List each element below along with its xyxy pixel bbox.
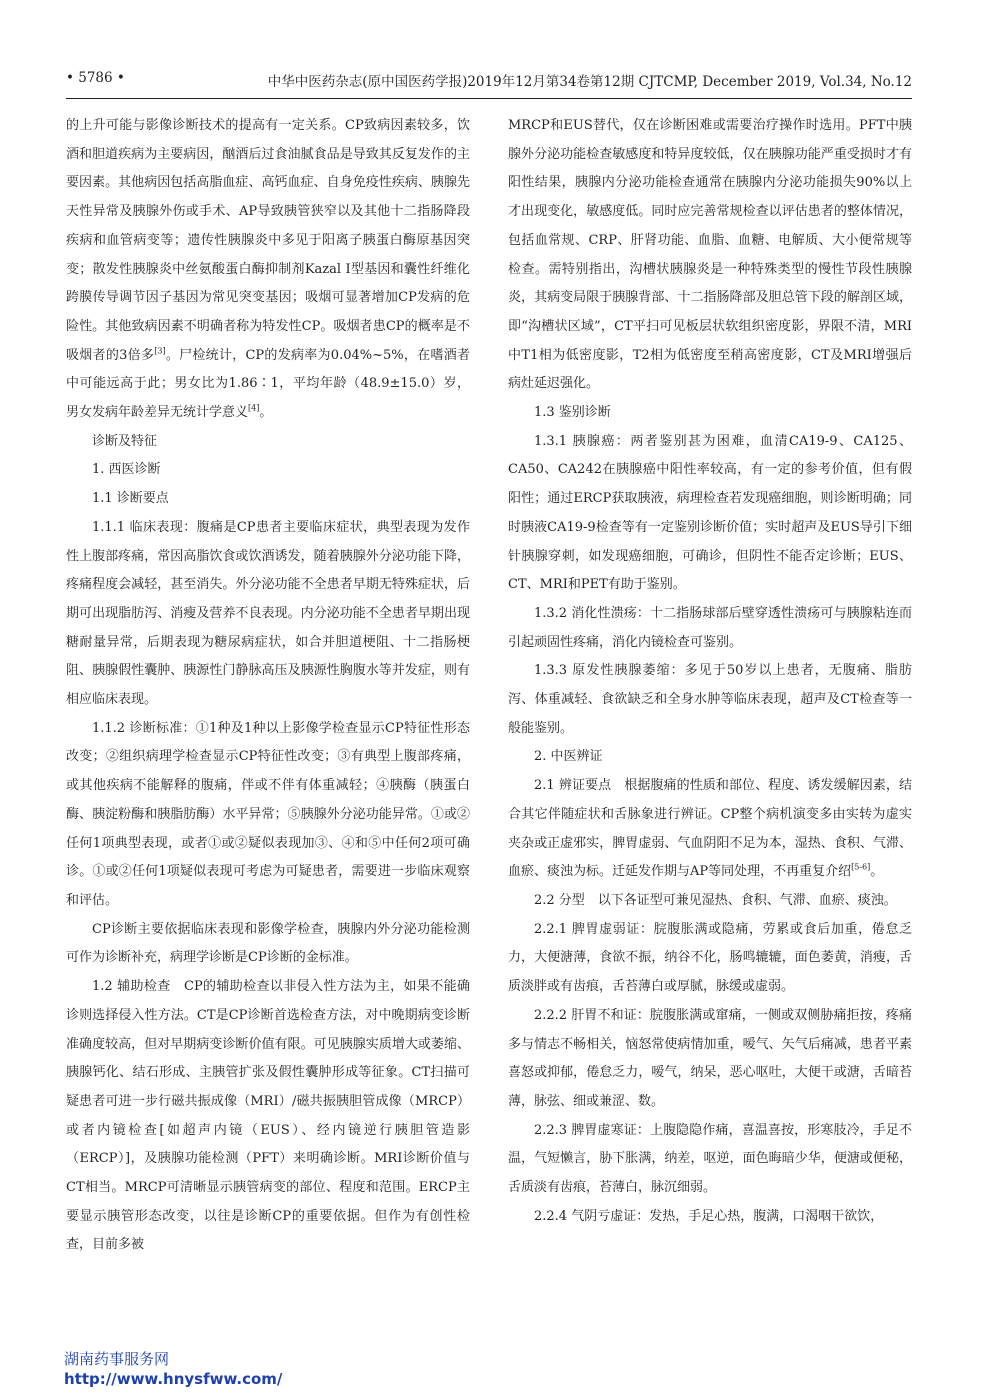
section-heading-western: 1. 西医诊断 [92, 462, 161, 478]
journal-citation: 中华中医药杂志(原中国医药学报)2019年12月第34卷第12期 CJTCMP, December 2019, Vol.34, No.12 [267, 74, 912, 90]
citation-ref: [3] [154, 346, 166, 356]
text-run: 的上升可能与影像诊断技术的提高有一定关系。CP致病因素较多，饮酒和胆道疾病为主要病因，酗酒后过食油腻食品是导致其反复发作的主要因素。其他病因包括高脂血症、高钙血症、自身免疫性疾病、胰腺先天性异常及胰腺外伤或手术、AP导致胰管狭窄以及其他十二指肠降段疾病和血管病变等；遗传性胰腺炎中多见于阳离子胰蛋白酶原基因突变；散发性胰腺炎中丝氨酸蛋白酶抑制剂Kazal Ⅰ型基因和囊性纤维化跨膜传导调节因子基因为常见突变基因；吸烟可显著增加CP发病的危险性。其他致病因素不明确者称为特发性CP。吸烟者患CP的概率是不吸烟者的3倍多 [66, 118, 470, 363]
paragraph-spleen-stomach-weakness: 2.2.1 脾胃虚弱证：脘腹胀满或隐痛，劳累或食后加重，倦怠乏力，大便溏薄，食欲不振，纳谷不化，肠鸣辘辘，面色萎黄，消瘦，舌质淡胖或有齿痕，舌苔薄白或厚腻，脉缓或虚弱。 [508, 921, 912, 995]
section-heading-tcm: 2. 中医辨证 [534, 749, 603, 765]
text-run: 。尸检统计，CP的发病率为0.04%~5%，在嗜酒者中可能远高于此；男女比为1.86∶1，平均年龄（48.9±15.0）岁，男女发病年龄差异无统计学意义 [66, 347, 470, 421]
page-number: • 5786 • [66, 70, 125, 86]
section-heading-1-1: 1.1 诊断要点 [92, 491, 169, 507]
watermark-url: http://www.hnysfww.com/ [64, 1370, 283, 1388]
paragraph-clinical-manifestation: 1.1.1 临床表现：腹痛是CP患者主要临床症状，典型表现为发作性上腹部疼痛，常因高脂饮食或饮酒诱发，随着胰腺外分泌功能下降，疼痛程度会减轻，甚至消失。外分泌功能不全患者早期无特殊症状，后期可出现脂肪泻、消瘦及营养不良表现。内分泌功能不全患者早期出现糖耐量异常，后期表现为糖尿病症状，如合并胆道梗阻、十二指肠梗阻、胰腺假性囊肿、胰源性门静脉高压及胰源性胸腹水等并发症，则有相应临床表现。 [66, 519, 470, 708]
paragraph-diagnostic-criteria: 1.1.2 诊断标准：①1种及1种以上影像学检查显示CP特征性形态改变；②组织病理学检查显示CP特征性改变；③有典型上腹部疼痛，或其他疾病不能解释的腹痛，伴或不伴有体重减轻；④胰酶（胰蛋白酶、胰淀粉酶和胰脂肪酶）水平异常；⑤胰腺外分泌功能异常。①或②任何1项典型表现，或者①或②疑似表现加③、④和⑤中任何2项可确诊。①或②任何1项疑似表现可考虑为可疑患者，需要进一步临床观察和评估。 [66, 720, 470, 908]
section-heading-diagnosis: 诊断及特征 [92, 433, 158, 449]
right-column [508, 112, 912, 1231]
paragraph-peptic-ulcer: 1.3.2 消化性溃疡：十二指肠球部后壁穿透性溃疡可与胰腺粘连而引起顽固性疼痛，消化内镜检查可鉴别。 [508, 605, 912, 650]
text-run: 。 [259, 405, 273, 421]
section-heading-1-3: 1.3 鉴别诊断 [534, 405, 611, 421]
watermark-site-name: 湖南药事服务网 [64, 1350, 170, 1368]
paragraph-syndrome-points [508, 772, 912, 887]
left-column [66, 112, 470, 1260]
paragraph-liver-stomach-disharmony: 2.2.2 肝胃不和证：脘腹胀满或窜痛，一侧或双侧胁痛拒按，疼痛多与情志不畅相关，恼怒常使病情加重，嗳气、矢气后痛减，患者平素喜怒或抑郁，倦怠乏力，嗳气，纳呆，恶心呕吐，大便干或溏，舌暗苔薄，脉弦、细或兼涩、数。 [508, 1007, 912, 1109]
text-run: 2.1 辨证要点 根据腹痛的性质和部位、程度、诱发缓解因素，结合其它伴随症状和舌脉象进行辨证。CP整个病机演变多由实转为虚实夹杂或正虚邪实，脾胃虚弱、气血阴阳不足为本，湿热、食积、气滞、血瘀、痰浊为标。迁延发作期与AP等同处理，不再重复介绍 [508, 778, 912, 880]
paragraph-spleen-stomach-cold: 2.2.3 脾胃虚寒证：上腹隐隐作痛，喜温喜按，形寒肢冷，手足不温，气短懒言，胁下胀满，纳差，呕逆，面色晦暗少华，便溏或便秘，舌质淡有齿痕，苔薄白，脉沉细弱。 [508, 1122, 912, 1196]
paragraph-classification: 2.2 分型 以下各证型可兼见湿热、食积、气滞、血瘀、痰浊。 [534, 892, 897, 908]
paragraph-qi-yin-deficiency: 2.2.4 气阴亏虚证：发热，手足心热，腹满，口渴咽干欲饮， [534, 1208, 884, 1224]
paragraph-etiology [66, 112, 470, 428]
paragraph-pancreatic-cancer: 1.3.1 胰腺癌：两者鉴别甚为困难，血清CA19-9、CA125、CA50、CA242在胰腺癌中阳性率较高，有一定的参考价值，但有假阳性；通过ERCP获取胰液，病理检查若发现癌细胞，则诊断明确；同时胰液CA19-9检查等有一定鉴别诊断价值；实时超声及EUS导引下细针胰腺穿刺，如发现癌细胞，可确诊，但阴性不能否定诊断；EUS、CT、MRI和PET有助于鉴别。 [508, 433, 912, 593]
citation-ref: [4] [248, 403, 260, 413]
paragraph-auxiliary-exam-cont: MRCP和EUS替代，仅在诊断困难或需要治疗操作时选用。PFT中胰腺外分泌功能检查敏感度和特异度较低，仅在胰腺功能严重受损时才有阳性结果，胰腺内分泌功能检查通常在胰腺内分泌功能损失90%以上才出现变化，敏感度低。同时应完善常规检查以评估患者的整体情况，包括血常规、CRP、肝肾功能、血脂、血糖、电解质、大小便常规等检查。需特别指出，沟槽状胰腺炎是一种特殊类型的慢性节段性胰腺炎，其病变局限于胰腺背部、十二指肠降部及胆总管下段的解剖区域，即“沟槽状区域”，CT平扫可见板层状软组织密度影，界限不清，MRI中T1相为低密度影，T2相为低密度至稍高密度影，CT及MRI增强后病灶延迟强化。 [508, 118, 912, 392]
citation-ref: [5-6] [851, 862, 871, 872]
running-header [66, 62, 912, 99]
text-run: 。 [870, 864, 884, 880]
watermark [64, 1349, 282, 1389]
paragraph-diagnosis-basis: CP诊断主要依据临床表现和影像学检查，胰腺内外分泌功能检测可作为诊断补充，病理学诊断是CP诊断的金标准。 [66, 921, 470, 966]
paragraph-pancreatic-atrophy: 1.3.3 原发性胰腺萎缩：多见于50岁以上患者，无腹痛、脂肪泻、体重减轻、食欲缺乏和全身水肿等临床表现，超声及CT检查等一般能鉴别。 [508, 663, 912, 736]
paragraph-auxiliary-exam: 1.2 辅助检查 CP的辅助检查以非侵入性方法为主，如果不能确诊则选择侵入性方法。CT是CP诊断首选检查方法，对中晚期病变诊断准确度较高，但对早期病变诊断价值有限。可见胰腺实质增大或萎缩、胰腺钙化、结石形成、主胰管扩张及假性囊肿形成等征象。CT扫描可疑患者可进一步行磁共振成像（MRI）/磁共振胰胆管成像（MRCP）或者内镜检查[如超声内镜（EUS）、经内镜逆行胰胆管造影（ERCP）]，及胰腺功能检测（PFT）来明确诊断。MRI诊断价值与CT相当。MRCP可清晰显示胰管病变的部位、程度和范围。ERCP主要显示胰管形态改变，以往是诊断CP的重要依据。但作为有创性检查，目前多被 [66, 979, 470, 1253]
